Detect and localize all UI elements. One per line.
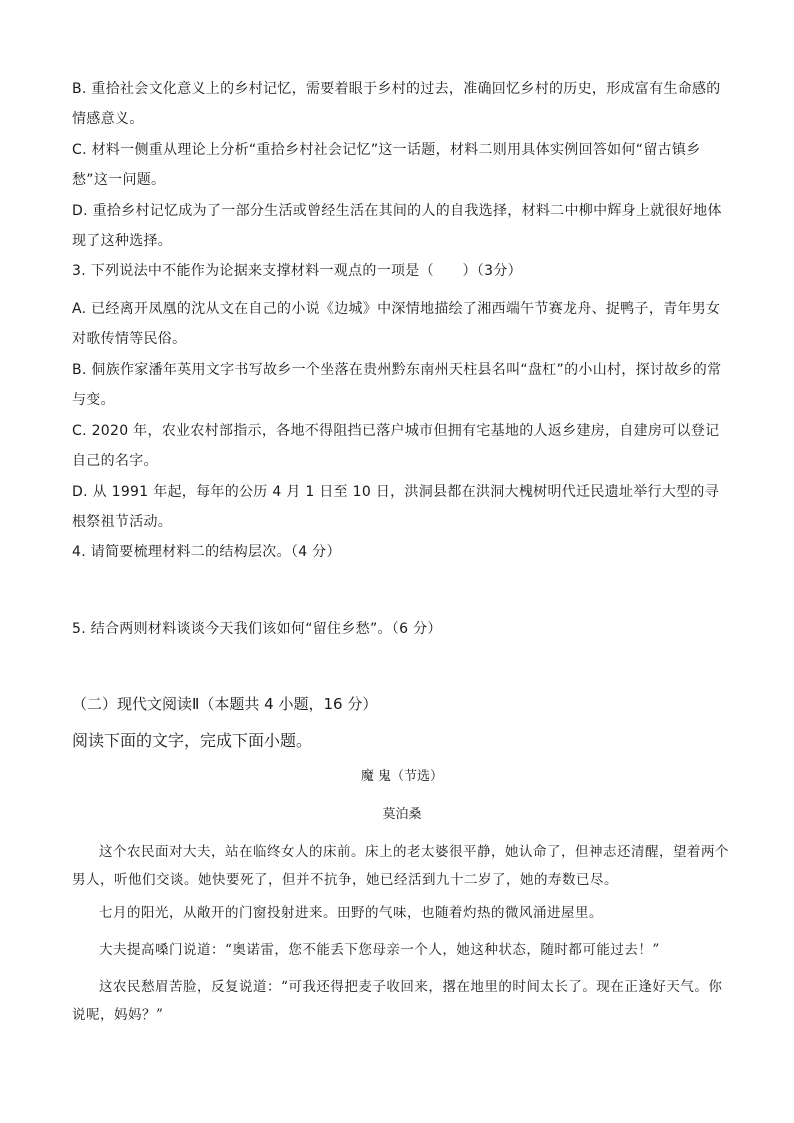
q2-option-d: D. 重拾乡村记忆成为了一部分生活或曾经生活在其间的人的自我选择，材料二中柳中辉身上就很好地体现了这种选择。: [72, 203, 722, 249]
q3-option-d: D. 从 1991 年起，每年的公历 4 月 1 日至 10 日，洪洞县都在洪洞大槐树明代迁民遗址举行大型的寻根祭祖节活动。: [72, 484, 720, 530]
q2-option-c: C. 材料一侧重从理论上分析“重拾乡村社会记忆”这一话题，材料二则用具体实例回答如何“留古镇乡愁”这一问题。: [72, 142, 701, 188]
story-title: 魔 鬼（节选）: [360, 769, 444, 784]
story-paragraph-2: 七月的阳光，从敞开的门窗投射进来。田野的气味，也随着灼热的微风涌进屋里。: [99, 905, 603, 921]
q3-option-b: B. 侗族作家潘年英用文字书写故乡一个坐落在贵州黔东南州天柱县名叫“盘杠”的小山村，探讨故乡的常与变。: [72, 362, 722, 408]
reading-instruction: 阅读下面的文字，完成下面小题。: [72, 731, 313, 750]
q3-option-c: C. 2020 年，农业农村部指示，各地不得阻挡已落户城市但拥有宅基地的人返乡建房，自建房可以登记自己的名字。: [72, 423, 720, 469]
story-paragraph-4: 这农民愁眉苦脸，反复说道：“可我还得把麦子收回来，撂在地里的时间太长了。现在正逢好天气。你说呢，妈妈？”: [72, 979, 723, 1023]
story-paragraph-1: 这个农民面对大夫，站在临终女人的床前。床上的老太婆很平静，她认命了，但神志还清醒，望着两个男人，听他们交谈。她快要死了，但并不抗争，她已经活到九十二岁了，她的寿数已尽。: [72, 844, 729, 888]
section-heading: （二）现代文阅读Ⅱ（本题共 4 小题，16 分）: [72, 695, 378, 713]
q2-option-b: B. 重拾社会文化意义上的乡村记忆，需要着眼于乡村的过去，准确回忆乡村的历史，形成富有生命感的情感意义。: [72, 81, 721, 127]
q3-option-a: A. 已经离开凤凰的沈从文在自己的小说《边城》中深情地描绘了湘西端午节赛龙舟、捉鸭子，青年男女对歌传情等民俗。: [72, 301, 721, 347]
story-author: 莫泊桑: [382, 807, 422, 822]
q5-stem: 5. 结合两则材料谈谈今天我们该如何“留住乡愁”。（6 分）: [72, 621, 442, 637]
q4-stem: 4. 请简要梳理材料二的结构层次。（4 分）: [72, 544, 341, 560]
q3-stem: 3. 下列说法中不能作为论据来支撑材料一观点的一项是（ ）（3分）: [72, 263, 522, 279]
story-paragraph-3: 大夫提高嗓门说道：“奥诺雷，您不能丢下您母亲一个人，她这种状态，随时都可能过去！”: [99, 942, 660, 958]
